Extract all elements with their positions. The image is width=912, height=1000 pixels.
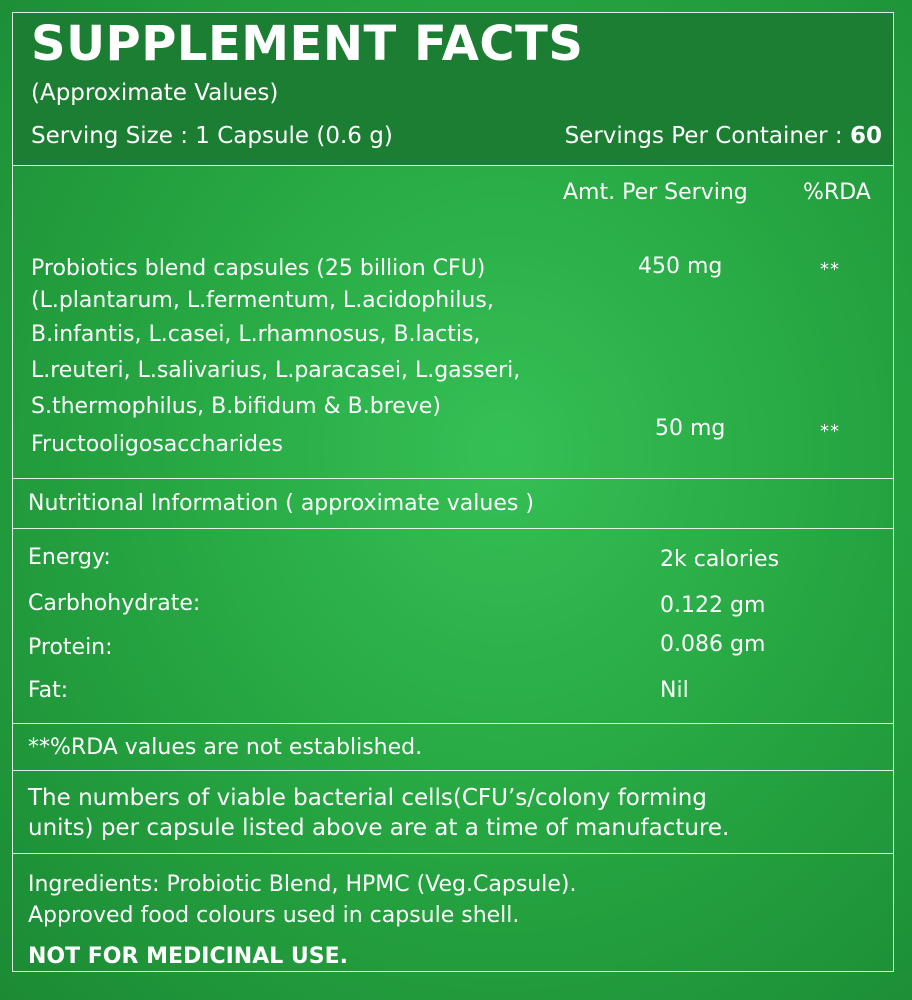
column-header-amount: Amt. Per Serving bbox=[563, 180, 748, 205]
ingredients-line: Ingredients: Probiotic Blend, HPMC (Veg.Capsule). bbox=[28, 872, 577, 897]
servings-per-container bbox=[565, 125, 882, 148]
medicinal-warning: NOT FOR MEDICINAL USE. bbox=[28, 944, 349, 969]
column-header-rda: %RDA bbox=[803, 180, 871, 205]
probiotics-line: (L.plantarum, L.fermentum, L.acidophilus, bbox=[31, 288, 494, 313]
divider bbox=[12, 723, 894, 724]
nutrition-heading: Nutritional Information ( approximate values ) bbox=[28, 491, 534, 516]
nutrition-value-energy: 2k calories bbox=[660, 547, 780, 572]
probiotics-line: B.infantis, L.casei, L.rhamnosus, B.lactis, bbox=[31, 322, 481, 347]
fos-name: Fructooligosaccharides bbox=[31, 432, 284, 457]
nutrition-value-fat: Nil bbox=[660, 678, 689, 703]
nutrition-label-fat: Fat: bbox=[28, 678, 69, 703]
nutrition-label-carbohydrate: Carbhohydrate: bbox=[28, 591, 201, 616]
nutrition-label-energy: Energy: bbox=[28, 545, 111, 570]
probiotics-rda: ** bbox=[820, 259, 840, 280]
cfu-note-line: units) per capsule listed above are at a time of manufacture. bbox=[28, 815, 730, 841]
divider bbox=[12, 528, 894, 529]
divider bbox=[12, 853, 894, 854]
probiotics-amount: 450 mg bbox=[638, 254, 723, 279]
divider bbox=[12, 165, 894, 166]
serving-size: Serving Size : 1 Capsule (0.6 g) bbox=[31, 123, 393, 149]
fos-amount: 50 mg bbox=[655, 416, 726, 441]
servings-per-container-label: Servings Per Container : bbox=[564, 123, 850, 149]
subtitle: (Approximate Values) bbox=[31, 80, 279, 106]
nutrition-value-protein: 0.086 gm bbox=[660, 632, 766, 657]
nutrition-value-carbohydrate: 0.122 gm bbox=[660, 593, 766, 618]
fos-rda: ** bbox=[820, 421, 840, 442]
cfu-note-line: The numbers of viable bacterial cells(CFU’s/colony forming bbox=[28, 785, 707, 811]
probiotics-line: Probiotics blend capsules (25 billion CFU) bbox=[31, 256, 486, 281]
page-title: SUPPLEMENT FACTS bbox=[31, 16, 584, 72]
divider bbox=[12, 478, 894, 479]
divider bbox=[12, 770, 894, 771]
probiotics-line: S.thermophilus, B.bifidum & B.breve) bbox=[31, 394, 441, 419]
ingredients-line: Approved food colours used in capsule shell. bbox=[28, 903, 520, 928]
rda-note: **%RDA values are not established. bbox=[28, 735, 423, 760]
servings-per-container-value: 60 bbox=[849, 123, 882, 149]
nutrition-label-protein: Protein: bbox=[28, 635, 113, 660]
probiotics-line: L.reuteri, L.salivarius, L.paracasei, L.gasseri, bbox=[31, 358, 521, 383]
